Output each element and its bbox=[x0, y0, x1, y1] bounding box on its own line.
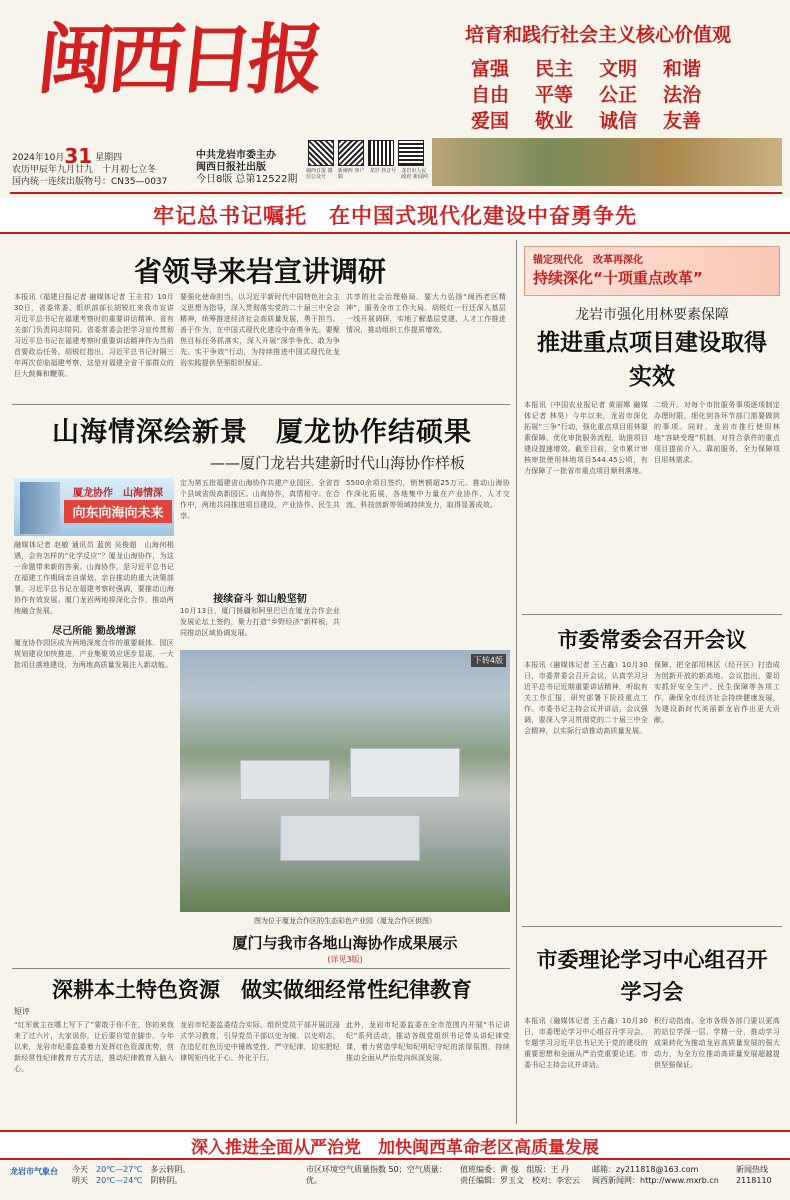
reform-col1: 本报讯（中国农业报记者 黄丽嫦 融媒体记者 林昊）今年以来，龙岩市深化拓展“三争”行动，强化重点项目用林要素保障，优化审批服务流程，助推项目建设提速增效。截至目前，全市累计审核审批使用林地项目544.45公顷，有力保障了一批省市重点项目顺利落地。 bbox=[524, 401, 648, 475]
date-day: 31 bbox=[64, 144, 93, 168]
section-divider bbox=[522, 614, 782, 615]
website-link[interactable]: 闽西新闻网：http://www.mxrb.cn bbox=[592, 1176, 719, 1185]
committee-col1: 本报讯（融媒体记者 王占鑫）10月30日，市委常委会召开会议，认真学习习近平总书记近期重要讲话精神，听取有关工作汇报，研究部署下阶段重点工作。市委书记主持会议并讲话。会议强调，要深入学习贯彻党的二十届三中全会精神，以实际行动推动高质量发展。 bbox=[524, 661, 648, 735]
masthead-rule bbox=[10, 192, 782, 194]
committee-col2: 保障、把全部用林区（经开区）打造成为创新开放的新高地。会议指出，要切实抓好安全生产、民生保障等各项工作，确保全市经济社会持续健康发展，为建设新时代美丽新龙岩作出更大贡献。 bbox=[654, 661, 780, 724]
photo-headline: 厦门与我市各地山海协作成果展示 bbox=[232, 934, 458, 952]
factory-roof bbox=[350, 748, 460, 798]
bottom-banner: 深入推进全面从严治党 加快闽西革命老区高质量发展 bbox=[0, 1130, 790, 1160]
core-values-row: 爱国 敬业 诚信 友善 bbox=[470, 110, 701, 132]
feature-inset-line1: 厦龙协作 山海情深 bbox=[73, 488, 163, 499]
cn-code: 国内统一连续出版物号：CN35—0037 bbox=[12, 177, 168, 187]
discipline-col2: 龙岩市纪委监委结合实际，组织党员干部开展沉浸式学习教育，引导党员干部以史为镜、以史明志，在追忆红色历史中锤炼党性、严守纪律，切实把纪律规矩内化于心、外化于行。 bbox=[180, 1021, 340, 1062]
section-divider bbox=[522, 926, 782, 927]
feature-col-a2: 厦龙协作园区成为两地深度合作的重要载体。园区规划建设加快推进，产业集聚效应逐步显现，一大批项目落地建设，为两地高质量发展注入新动能。 bbox=[14, 639, 174, 669]
core-values-row: 富强 民主 文明 和谐 bbox=[470, 58, 701, 80]
discipline-tag: 短评 bbox=[14, 1007, 30, 1016]
committee-headline: 市委常委会召开会议 bbox=[557, 628, 747, 652]
lead-body-col3: 共享的社会治理格局。要大力弘扬“闽西老区精神”，服务全市工作大局。胡锐红一行还深入基层一线开展调研，实地了解基层党建、人才工作推进情况，推动组织工作提质增效。 bbox=[346, 293, 506, 334]
editor-block: 值班编委：黄 俊 组版：王 丹 责任编辑：罗玉文 校对：李宏云 bbox=[460, 1165, 580, 1185]
discipline-headline: 深耕本土特色资源 做实做细经常性纪律教育 bbox=[52, 978, 472, 1002]
newspaper-title: 闽西日报 bbox=[33, 15, 323, 104]
section-divider bbox=[12, 968, 510, 969]
feature-subhead-a: 尽己所能 勠战增源 bbox=[52, 626, 136, 637]
reform-label-main: 持续深化“十项重点改革” bbox=[533, 269, 703, 287]
discipline-col3: 此外，龙岩市纪委监委在全市范围内开展“书记讲纪”系列活动，推动各级党组织书记带头讲纪律党课，着力营造学纪知纪明纪守纪的浓厚氛围，持续推动全面从严治党向纵深发展。 bbox=[346, 1021, 510, 1062]
email-link[interactable]: 邮箱：zy211818@163.com bbox=[592, 1165, 699, 1174]
weather-city: 龙岩市气象台 bbox=[10, 1167, 58, 1176]
qr-code-icon[interactable] bbox=[308, 140, 334, 166]
feature-inset bbox=[14, 478, 174, 536]
feature-col-b: 定为第五批福建省山海协作共建产业园区，全省首个县域省级高新园区。山海协作，真情相守。在合作中，两地共同推进项目建设，产业协作、民生共享。 bbox=[180, 479, 340, 520]
feature-subhead-b: 接续奋斗 如山般坚韧 bbox=[213, 594, 307, 605]
reform-headline: 推进重点项目建设取得实效 bbox=[537, 330, 767, 390]
tower-image bbox=[20, 482, 60, 534]
discipline-col1: “红军就主在哪上写下了”要敢于你不在，你的来我来了过六片，大家说你，让后要自觉在脚步。今年以来，龙岩市纪委监委着力发挥红色资源优势，创新经常性纪律教育方式方法，推动纪律教育入脑入心。 bbox=[14, 1021, 174, 1073]
reform-col2: 二级开。对每个市批服务事项逐项制定办理时限，细化到各环节部门需要做到的事项。同时，龙岩市推行使用林地“容缺受理”机制，对符合条件的重点项目提前介入、靠前服务，全力保障项目用林需求。 bbox=[654, 401, 780, 464]
core-values-title: 培育和践行社会主义核心价值观 bbox=[464, 24, 731, 46]
feature-photo bbox=[180, 650, 510, 912]
theory-col1: 本报讯（融媒体记者 王占鑫）10月30日，市委理论学习中心组召开学习会，专题学习习近平总书记关于党的建设的重要思想和全面从严治党重要论述。市委书记主持会议并讲话。 bbox=[524, 1017, 648, 1069]
core-values-grid bbox=[458, 56, 728, 134]
feature-col-b2: 10月13日，厦门援疆和阿里巴巴在厦龙合作企业发展论坛上签约，聚力打造“乡野经济”新样板，共同推动区域协调发展。 bbox=[180, 607, 340, 637]
qr-code-icon[interactable] bbox=[368, 140, 394, 166]
feature-col-c: 5500余项目签约，销售额超25万元。推动山海协作深化拓展，各地集中力量在产业协作、人才交流、科技创新等领域持续发力，取得显著成效。 bbox=[346, 479, 510, 509]
photo-link[interactable]: (详见3版) bbox=[327, 955, 363, 964]
theory-headline: 市委理论学习中心组召开学习会 bbox=[536, 948, 768, 1004]
core-values-row: 自由 平等 公正 法治 bbox=[470, 84, 701, 106]
lead-body-col1: 本报讯（福建日报记者 融媒体记者 王圭君）10月30日，省委常委、组织部部长胡锐红来我市宣讲习近平总书记在福建考察时的重要讲话精神。省有关部门负责同志陪同。省委常委会把学习宣传贯彻习近平总书记在福建考察时重要讲话精神作为当前首要政治任务。胡锐红指出，习近平总书记时隔三年再次莅临福建考察，这是对福建全省干部群众的巨大鼓舞和鞭策。 bbox=[14, 293, 174, 378]
feature-col-a: 融媒体记者 赵敏 通讯员 蓝茵 吴俊超 山海何相遇，会有怎样的“化学反应”？厦龙山海协作，为这一命题带来新的答案。山海协作，是习近平总书记在福建工作期间亲自谋划、亲自推动的重大决策部署。习近平总书记在福建考察时强调，要推动山海协作有效发展。厦门龙岩两地将深化合作，推动两地融合发展。 bbox=[14, 541, 174, 615]
reform-kicker: 龙岩市强化用林要素保障 bbox=[575, 307, 729, 323]
column-divider bbox=[516, 240, 517, 1124]
weather-block: 今天 20℃—27℃ 多云转阴。 明天 20℃—24℃ 阴转阴。 bbox=[72, 1165, 191, 1185]
factory-roof bbox=[240, 760, 330, 800]
lead-headline: 省领导来岩宣讲调研 bbox=[133, 255, 386, 288]
hotline: 新闻热线 2118110 bbox=[736, 1165, 772, 1185]
reform-badge bbox=[524, 246, 780, 296]
feature-inset-line2: 向东向海向未来 bbox=[64, 500, 172, 523]
feature-headline: 山海情深绘新景 厦龙协作结硕果 bbox=[52, 417, 472, 448]
lead-body-col2: 要强化使命担当，以习近平新时代中国特色社会主义思想为指导，深入贯彻落实党的二十届三中全会精神，统筹推进经济社会高质量发展，勇于担当、善于作为，在中国式现代化建设中奋勇争先。要聚焦目标任务抓落实，深入开展“深学争优、敢为争先、实干争效”行动，为持续推进中国式现代化龙岩实践提供坚强组织保证。 bbox=[180, 293, 340, 367]
qr-labels: 闽西日报 微信公众号 新闽西 客户端 龙岩 抖音号 龙岩市人民政府 新闻网 bbox=[306, 168, 428, 180]
factory-roof bbox=[280, 815, 420, 861]
feature-subhead: ——厦门龙岩共建新时代山海协作样板 bbox=[210, 454, 466, 472]
publisher-block: 中共龙岩市委主办 闽西日报社出版 今日8版 总第12522期 bbox=[196, 150, 298, 185]
contact-block bbox=[592, 1164, 732, 1186]
date-block: 2024年10月31 星期四 农历甲辰年九月廿九 十月初七立冬 国内统一连续出版物号：CN35—0037 bbox=[12, 150, 202, 188]
photo-caption: 图为位于厦龙合作区的生态彩色产业园（厦龙合作区供图） bbox=[254, 917, 436, 925]
top-banner: 牢记总书记嘱托 在中国式现代化建设中奋勇争先 bbox=[0, 198, 790, 234]
air-quality: 市区环境空气质量指数 50；空气质量：优。 bbox=[306, 1165, 447, 1185]
photo-credit: 下转4版 bbox=[471, 654, 506, 667]
masthead-photo bbox=[432, 138, 782, 186]
qr-code-icon[interactable] bbox=[398, 140, 424, 166]
theory-col2: 积行动指南。全市各级各部门要以更高的站位学深一层、学精一分，推动学习成果转化为推动龙岩高质量发展的强大动力，为全方位推动高质量发展超越提供坚强保证。 bbox=[654, 1017, 780, 1069]
lunar-date: 农历甲辰年九月廿九 十月初七立冬 bbox=[12, 165, 157, 175]
section-divider bbox=[12, 404, 510, 405]
reform-label-top: 锚定现代化 改革再深化 bbox=[533, 255, 643, 266]
qr-code-icon[interactable] bbox=[338, 140, 364, 166]
core-values-panel bbox=[428, 20, 768, 138]
